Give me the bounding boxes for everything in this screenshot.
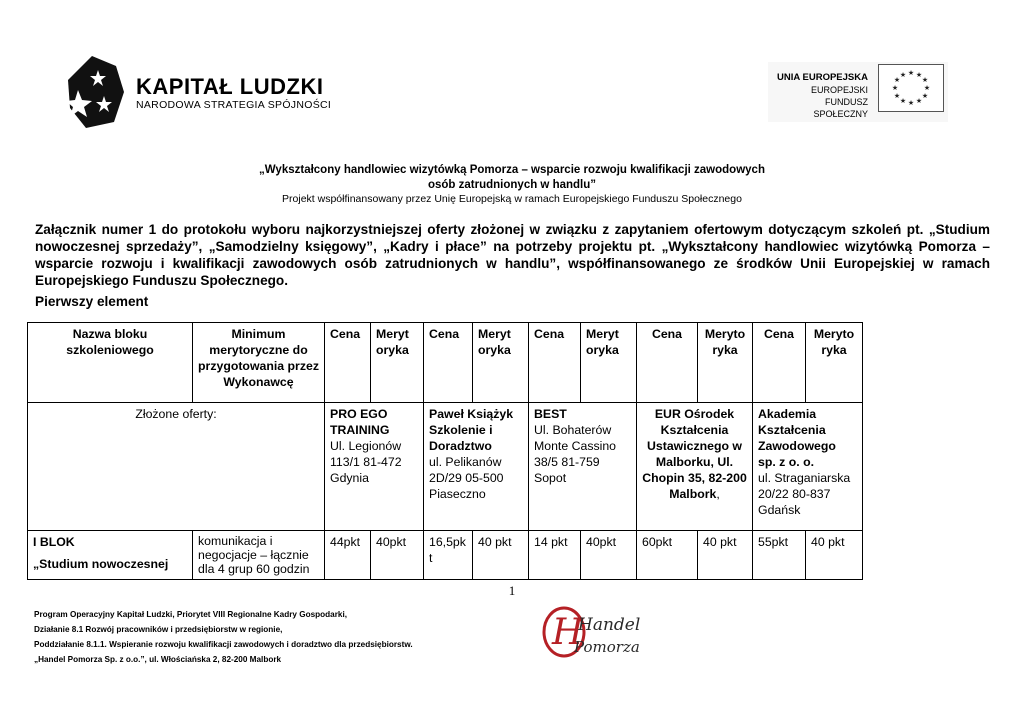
header-price: Cena — [424, 323, 473, 403]
header-price: Cena — [325, 323, 371, 403]
score-cell: 16,5pkt — [424, 531, 473, 580]
project-title-line-2: osób zatrudnionych w handlu” — [427, 179, 597, 191]
header-merit: Meryt oryka — [371, 323, 424, 403]
offer-cell — [753, 403, 863, 531]
offers-table — [27, 322, 863, 580]
handel-logo-text-2: Pomorza — [574, 638, 640, 656]
eu-logo-text — [776, 72, 868, 120]
svg-text:★: ★ — [915, 97, 923, 105]
score-cell: 55pkt — [753, 531, 806, 580]
score-cell: 40pkt — [371, 531, 424, 580]
svg-text:★: ★ — [921, 76, 929, 84]
eu-flag-icon — [878, 64, 944, 112]
offer-cell — [637, 403, 753, 531]
svg-text:H: H — [552, 612, 584, 653]
score-cell: 44pkt — [325, 531, 371, 580]
block-minimum: komunikacja i negocjacje – łącznie dla 4 grup 60 godzin — [193, 531, 325, 580]
header-price: Cena — [637, 323, 698, 403]
page-number: 1 — [508, 583, 516, 598]
svg-text:★: ★ — [921, 92, 929, 100]
eu-line-1: UNIA EUROPEJSKA — [777, 72, 868, 83]
eu-line-2: EUROPEJSKI — [810, 85, 868, 95]
svg-text:★: ★ — [899, 97, 907, 105]
footer-line-1: Program Operacyjny Kapitał Ludzki, Priorytet VIII Regionalne Kadry Gospodarki, — [34, 610, 348, 619]
kapital-ludzki-star-icon — [64, 52, 134, 132]
offers-label: Złożone oferty: — [28, 403, 325, 531]
footer-line-3: Poddziałanie 8.1.1. Wspieranie rozwoju kwalifikacji zawodowych i doradztwo dla przedsiębiorstw. — [34, 640, 413, 649]
eu-line-3: FUNDUSZ SPOŁECZNY — [813, 97, 868, 119]
svg-text:★: ★ — [893, 76, 901, 84]
offer-name: BEST — [534, 407, 567, 421]
score-cell: 14 pkt — [529, 531, 581, 580]
header-price: Cena — [753, 323, 806, 403]
offer-cell — [325, 403, 424, 531]
svg-text:★: ★ — [907, 69, 915, 77]
handel-pomorza-logo — [540, 600, 650, 666]
header-merit: Meryto ryka — [698, 323, 753, 403]
offer-name: EUR Ośrodek Kształcenia Ustawicznego w Malborku, Ul. Chopin 35, 82-200 Malbork — [642, 407, 747, 501]
offer-name: Akademia Kształcenia Zawodowego sp. z o. o. — [758, 407, 836, 469]
offer-cell — [424, 403, 529, 531]
handel-logo-text-1: Handel — [578, 615, 641, 635]
header-merit: Meryto ryka — [806, 323, 863, 403]
score-cell: 40pkt — [581, 531, 637, 580]
header-minimum: Minimum merytoryczne do przygotowania przez Wykonawcę — [193, 323, 325, 403]
svg-text:★: ★ — [893, 92, 901, 100]
svg-text:★: ★ — [907, 99, 915, 107]
score-cell: 40 pkt — [473, 531, 529, 580]
kapital-ludzki-subtitle: NARODOWA STRATEGIA SPÓJNOŚCI — [136, 99, 332, 111]
offer-name: Paweł Książyk Szkolenie i Doradztwo — [429, 407, 514, 453]
header-merit: Meryt oryka — [473, 323, 529, 403]
block-title: I BLOK — [33, 535, 75, 549]
project-cofinancing-note: Projekt współfinansowany przez Unię Europejską w ramach Europejskiego Funduszu Społecznego — [282, 193, 742, 205]
header-block-name: Nazwa bloku szkoleniowego — [28, 323, 193, 403]
offer-address: , — [716, 487, 720, 501]
offer-name: PRO EGO TRAINING — [330, 407, 390, 437]
score-cell: 60pkt — [637, 531, 698, 580]
offers-row — [28, 403, 863, 531]
table-row-block-1 — [28, 531, 863, 580]
score-cell: 40 pkt — [806, 531, 863, 580]
svg-text:★: ★ — [899, 71, 907, 79]
block-subtitle: „Studium nowoczesnej — [33, 557, 169, 571]
svg-text:★: ★ — [923, 84, 931, 92]
footer-line-4: „Handel Pomorza Sp. z o.o.”, ul. Włościańska 2, 82-200 Malbork — [34, 655, 282, 664]
block-title-cell — [28, 531, 193, 580]
svg-text:★: ★ — [891, 84, 899, 92]
offer-address: ul. Pelikanów 2D/29 05-500 Piaseczno — [429, 455, 504, 501]
offer-address: ul. Straganiarska 20/22 80-837 Gdańsk — [758, 471, 851, 517]
offer-cell — [529, 403, 637, 531]
score-cell: 40 pkt — [698, 531, 753, 580]
offer-address: Ul. Bohaterów Monte Cassino 38/5 81-759 Sopot — [534, 423, 617, 485]
table-header-row — [28, 323, 863, 403]
kapital-ludzki-title: KAPITAŁ LUDZKI — [136, 74, 324, 99]
project-title-line-1: „Wykształcony handlowiec wizytówką Pomorza – wsparcie rozwoju kwalifikacji zawodowych — [259, 164, 765, 176]
offer-address: Ul. Legionów 113/1 81-472 Gdynia — [330, 439, 402, 485]
section-title: Pierwszy element — [35, 294, 149, 309]
footer-line-2: Działanie 8.1 Rozwój pracowników i przedsiębiorstw w regionie, — [34, 625, 283, 634]
attachment-intro: Załącznik numer 1 do protokołu wyboru najkorzystniejszej oferty złożonej w związku z zapytaniem ofertowym dotyczącym szkoleń pt. „Studium nowoczesnej sprzedaży”, „Samodzielny księgowy”, „Kadry i płace” na potrzeby projektu pt. „Wykształcony handlowiec wizytówką Pomorza – wsparcie rozwoju i kwalifikacji zawodowych osób zatrudnionych w handlu”, współfinansowanego ze środków Unii Europejskiej w ramach Europejskiego Funduszu Społecznego. — [35, 222, 990, 288]
header-price: Cena — [529, 323, 581, 403]
header-merit: Meryt oryka — [581, 323, 637, 403]
svg-text:★: ★ — [915, 71, 923, 79]
